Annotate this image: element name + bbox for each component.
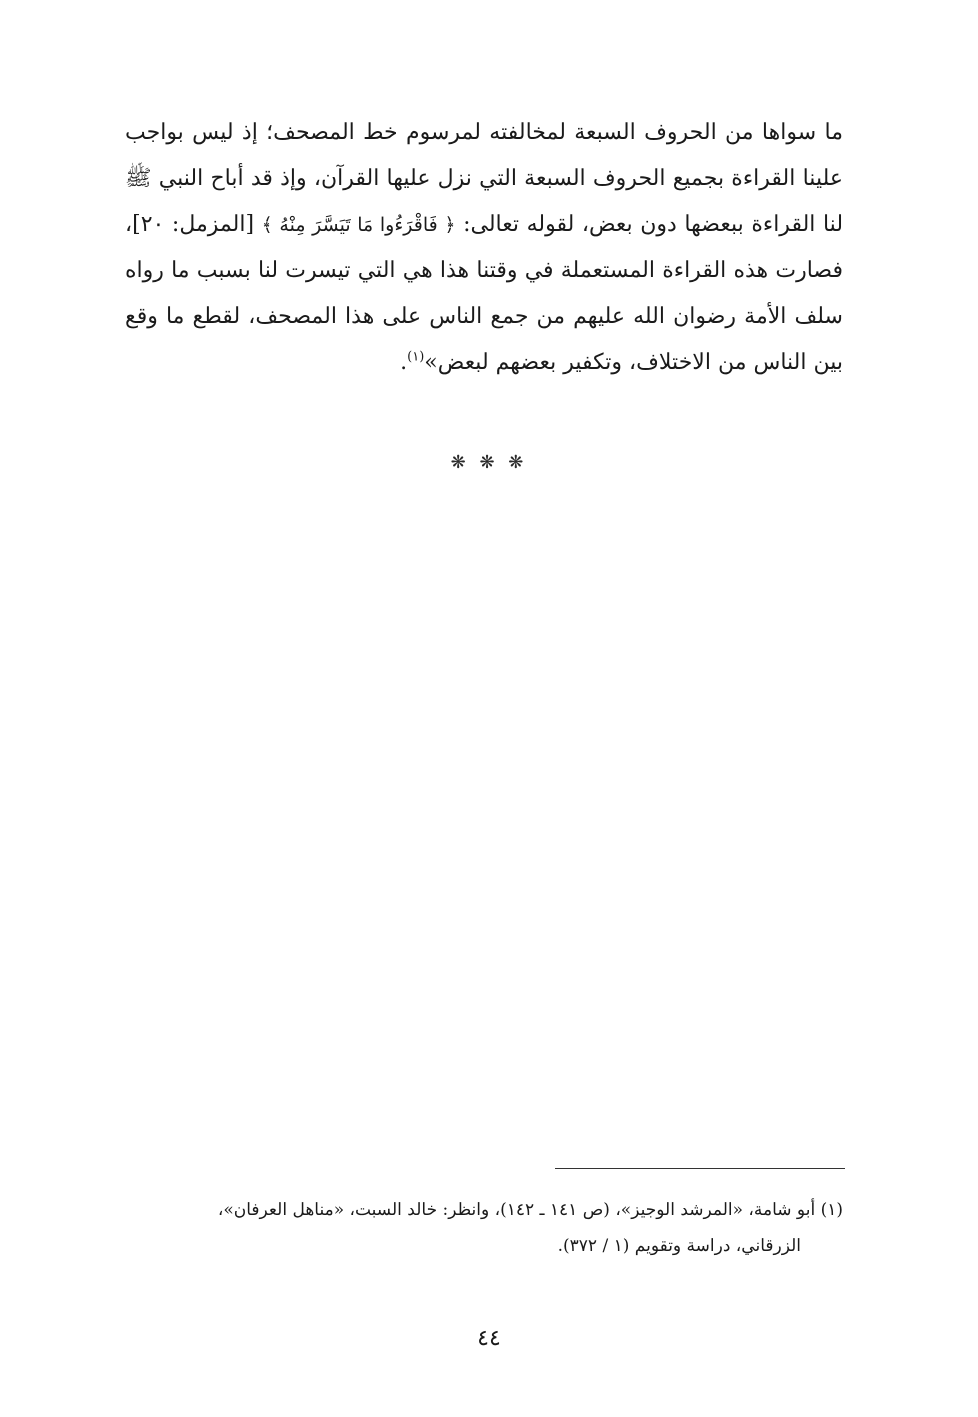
end-punctuation: . <box>400 350 408 375</box>
main-paragraph <box>125 110 843 386</box>
footnote-block <box>125 1192 843 1264</box>
paragraph-text: ما سواها من الحروف السبعة لمخالفته لمرسوم خط المصحف؛ إذ ليس بواجب علينا القراءة بجميع الحروف السبعة التي نزل عليها القرآن، وإذ قد أباح النبي ﷺ لنا القراءة ببعضها دون بعض، لقوله تعالى: <box>125 120 844 237</box>
footnote-reference: (١) <box>407 349 425 365</box>
page-number: ٤٤ <box>477 1326 501 1351</box>
footnote-line-2: الزرقاني، دراسة وتقويم (١ / ٣٧٢). <box>557 1236 801 1256</box>
footnote-line-1: (١) أبو شامة، «المرشد الوجيز»، (ص ١٤١ ـ ١٤٢)، وانظر: خالد السبت، «مناهل العرفان»، <box>217 1200 843 1220</box>
main-text-block <box>125 110 843 386</box>
quran-verse: ﴿ فَاقْرَءُوا مَا تَيَسَّرَ مِنْهُ ﴾ <box>261 214 456 236</box>
verse-citation: [المزمل: ٢٠]، فصارت هذه القراءة المستعملة في وقتنا هذا هي التي تيسرت لنا بسبب ما رواه سلف الأمة رضوان الله عليهم من جمع الناس على هذا المصحف، لقطع ما وقع بين الناس من الاختلاف، وتكفير بعضهم لبعض» <box>125 212 843 375</box>
footnote-divider <box>555 1168 845 1169</box>
section-separator: ❋ ❋ ❋ <box>450 452 528 473</box>
